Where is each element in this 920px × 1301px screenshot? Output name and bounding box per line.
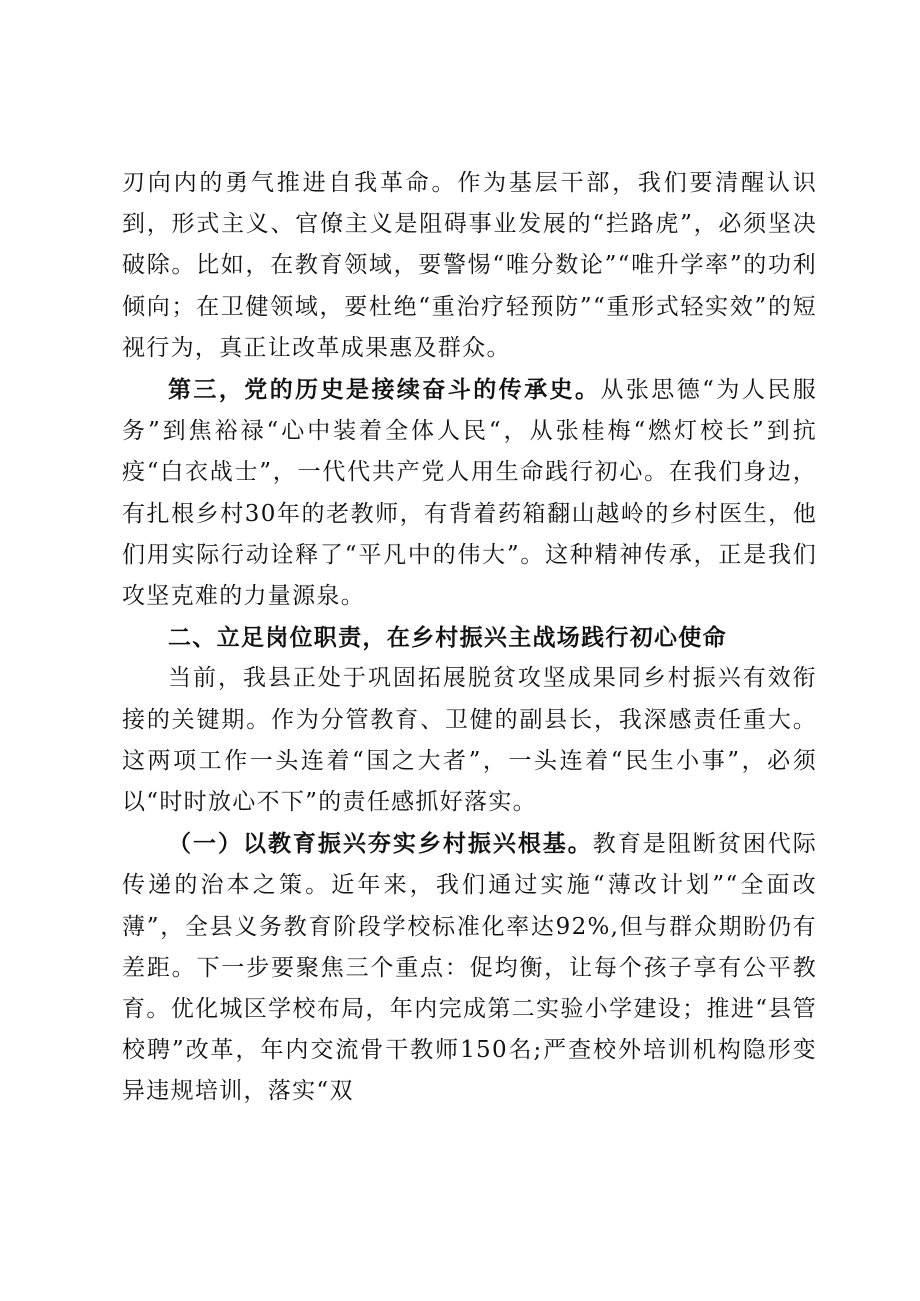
paragraph-lead: （一）以教育振兴夯实乡村振兴根基。	[168, 830, 593, 858]
paragraph-lead: 第三，党的历史是接续奋斗的传承史。	[168, 376, 601, 404]
paragraph: 刃向内的勇气推进自我革命。作为基层干部，我们要清醒认识到，形式主义、官僚主义是阻碍事业发展的“拦路虎”，必须坚决破除。比如，在教育领域，要警惕“唯分数论”“唯升学率”的功利倾向；在卫健领域，要杜绝“重治疗轻预防”“重形式轻实效”的短视行为，真正让改革成果惠及群众。	[122, 170, 817, 361]
paragraph	[122, 369, 817, 617]
section-heading: 二、立足岗位职责，在乡村振兴主战场践行初心使命	[168, 624, 727, 652]
document-body	[122, 163, 817, 1113]
paragraph-body: 从张思德“为人民服务”到焦裕禄“心中装着全体人民“，从张桂梅“燃灯校长”到抗疫“白衣战士”，一代代共产党人用生命践行初心。在我们身边，有扎根乡村30年的老教师，有背着药箱翻山越岭的乡村医生，他们用实际行动诠释了“平凡中的伟大”。这种精神传承，正是我们攻坚克难的力量源泉。	[122, 377, 817, 610]
paragraph: 当前，我县正处于巩固拓展脱贫攻坚成果同乡村振兴有效衔接的关键期。作为分管教育、卫健的副县长，我深感责任重大。这两项工作一头连着“国之大者”，一头连着“民生小事”，必须以“时时放心不下”的责任感抓好落实。	[122, 665, 817, 816]
paragraph-body: 教育是阻断贫困代际传递的治本之策。近年来，我们通过实施“薄改计划”“全面改薄”，全县义务教育阶段学校标准化率达92%,但与群众期盼仍有差距。下一步要聚焦三个重点：促均衡，让每个孩子享有公平教育。优化城区学校布局，年内完成第二实验小学建设；推进“县管校聘”改革，年内交流骨干教师150名;严查校外培训机构隐形变异违规培训，落实“双	[122, 831, 817, 1105]
paragraph	[122, 823, 817, 1112]
